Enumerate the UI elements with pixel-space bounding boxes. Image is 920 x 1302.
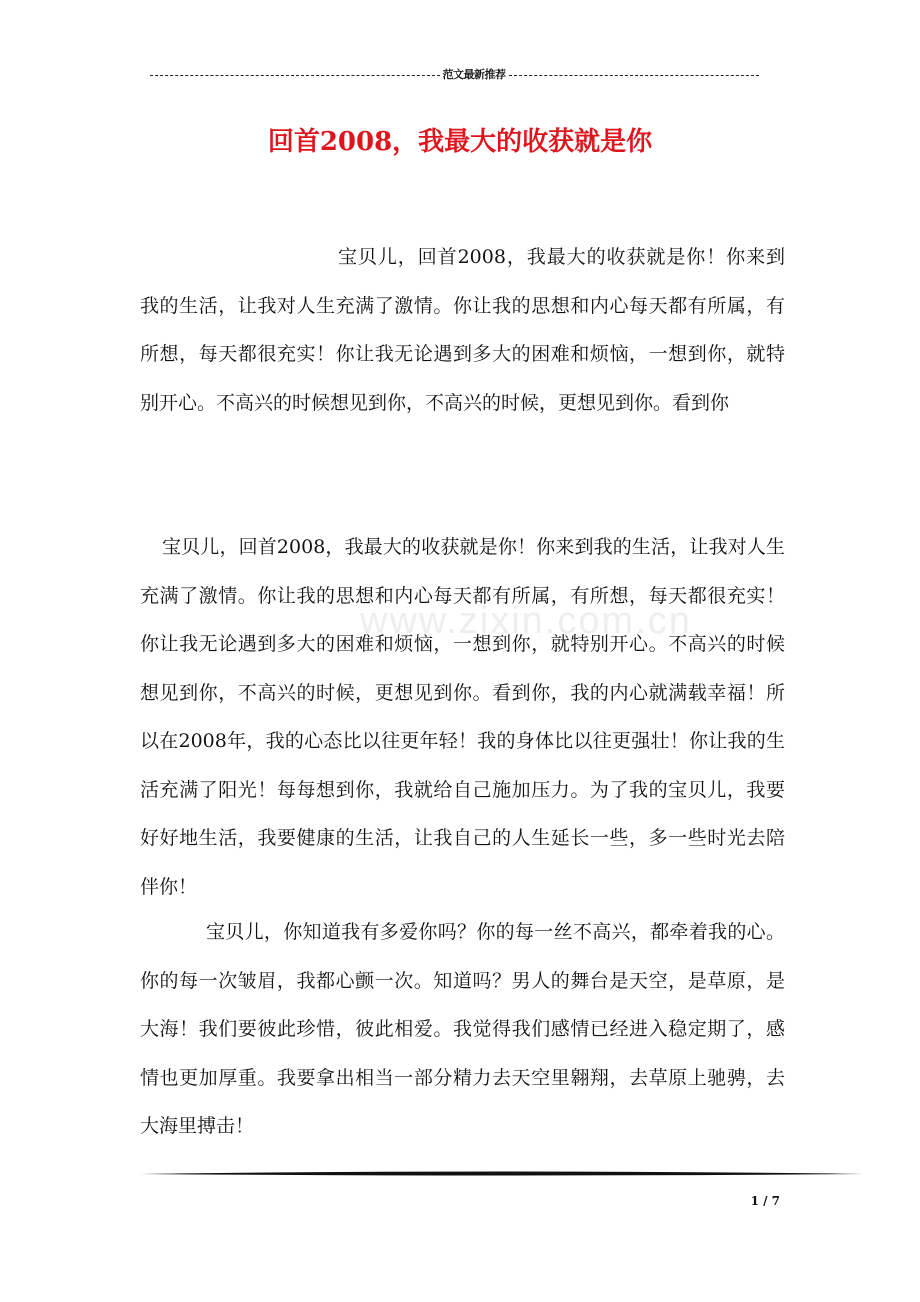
document-title: 回首2008，我最大的收获就是你 — [267, 127, 653, 157]
page-header — [140, 68, 768, 82]
header-dash-left — [150, 75, 440, 76]
watermark-text: www.zixin.com.cn — [360, 600, 692, 642]
paragraph-1: 宝贝儿，回首2008，我最大的收获就是你！你来到我的生活，让我对人生充满了激情。你让我的思想和内心每天都有所属，有所想，每天都很充实！你让我无论遇到多大的困难和烦恼，一想到你，就特别开心。不高兴的时候想见到你，不高兴的时候，更想见到你。看到你 — [140, 246, 785, 414]
header-dash-right — [509, 75, 759, 76]
page-number: 1 / 7 — [750, 1194, 780, 1208]
paragraph-3: 宝贝儿，你知道我有多爱你吗？你的每一丝不高兴，都牵着我的心。你的每一次皱眉，我都心颤一次。知道吗？男人的舞台是天空，是草原，是大海！我们要彼此珍惜，彼此相爱。我觉得我们感情已经进入稳定期了，感情也更加厚重。我要拿出相当一部分精力去天空里翱翔，去草原上驰骋，去大海里搏击！ — [140, 921, 785, 1137]
header-label: 范文最新推荐 — [442, 68, 506, 81]
paragraph-2: 宝贝儿，回首2008，我最大的收获就是你！你来到我的生活，让我对人生充满了激情。你让我的思想和内心每天都有所属，有所想，每天都很充实！你让我无论遇到多大的困难和烦恼，一想到你，就特别开心。不高兴的时候想见到你，不高兴的时候，更想见到你。看到你，我的内心就满载幸福！所以在2008年，我的心态比以往更年轻！我的身体比以往更强壮！你让我的生活充满了阳光！每每想到你，我就给自己施加压力。为了我的宝贝儿，我要好好地生活，我要健康的生活，让我自己的人生延长一些，多一些时光去陪伴你！ — [140, 536, 785, 898]
footer-rule — [140, 1168, 864, 1178]
